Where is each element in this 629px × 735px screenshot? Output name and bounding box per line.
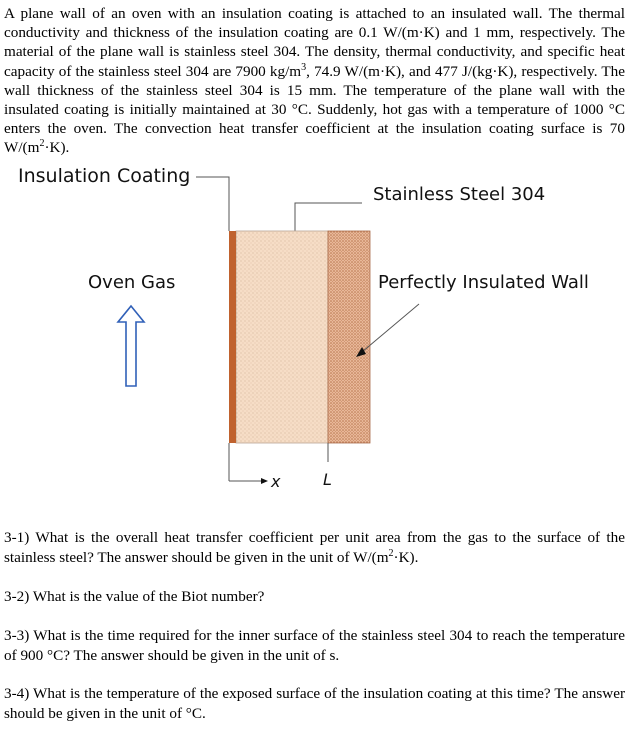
insulation-coating-label: Insulation Coating <box>18 165 191 187</box>
problem-sup-density: 3 <box>301 61 307 73</box>
question-3-4: 3-4) What is the temperature of the exposed surface of the insulation coating at this time? The answer should be given in the unit of °C. <box>4 685 625 722</box>
stainless-steel-label: Stainless Steel 304 <box>373 184 546 205</box>
insulated-wall-layer <box>328 231 370 443</box>
question-3-3: 3-3) What is the time required for the inner surface of the stainless steel 304 to reach the temperature of 900 °C? The answer should be given in the unit of s. <box>4 627 625 664</box>
problem-text-1: A plane wall of an oven with an insulation coating is attached to an insulated wall. The thermal conductivity and thickness of the insulation coating are 0.1 W/(m·K) and 1 mm, respectively. The material of the plane wall is stainless steel 304. The density, thermal conductivity, and specific heat capacity of the stainless steel 304 are 7900 kg/m <box>4 5 625 80</box>
insulated-wall-pointer <box>362 304 419 352</box>
insulation-leader-line <box>196 177 229 231</box>
problem-text-3: ·K). <box>44 139 70 157</box>
question-3-2: 3-2) What is the value of the Biot number? <box>4 588 265 605</box>
insulation-coating-layer <box>229 231 236 443</box>
steel-leader-line <box>295 203 362 231</box>
oven-gas-label: Oven Gas <box>88 272 176 293</box>
question-3-1 <box>4 528 625 567</box>
x-axis-label: x <box>271 472 281 491</box>
L-label: L <box>323 470 332 489</box>
x-axis-arrowhead-icon <box>261 478 268 484</box>
oven-gas-arrow-icon <box>118 306 144 386</box>
stainless-steel-layer <box>236 231 328 443</box>
problem-text-2: , 74.9 W/(m·K), and 477 J/(kg·K), respectively. The wall thickness of the stainless steel 304 is 15 mm. The temperature of the plane wall with the insulated coating is initially maintained at 30 °C. Suddenly, hot gas with a temperature of 1000 °C enters the oven. The convection heat transfer coefficient at the insulation coating surface is 70 W/(m <box>4 62 626 157</box>
problem-sup-h: 2 <box>39 138 45 150</box>
question-3-1-sup: 2 <box>388 547 394 559</box>
question-3-1-text-a: 3-1) What is the overall heat transfer coefficient per unit area from the gas to the surface of the stainless steel? The answer should be given in the unit of W/(m <box>4 529 625 566</box>
question-3-1-text-b: ·K). <box>393 548 419 566</box>
insulated-wall-label: Perfectly Insulated Wall <box>378 272 589 293</box>
